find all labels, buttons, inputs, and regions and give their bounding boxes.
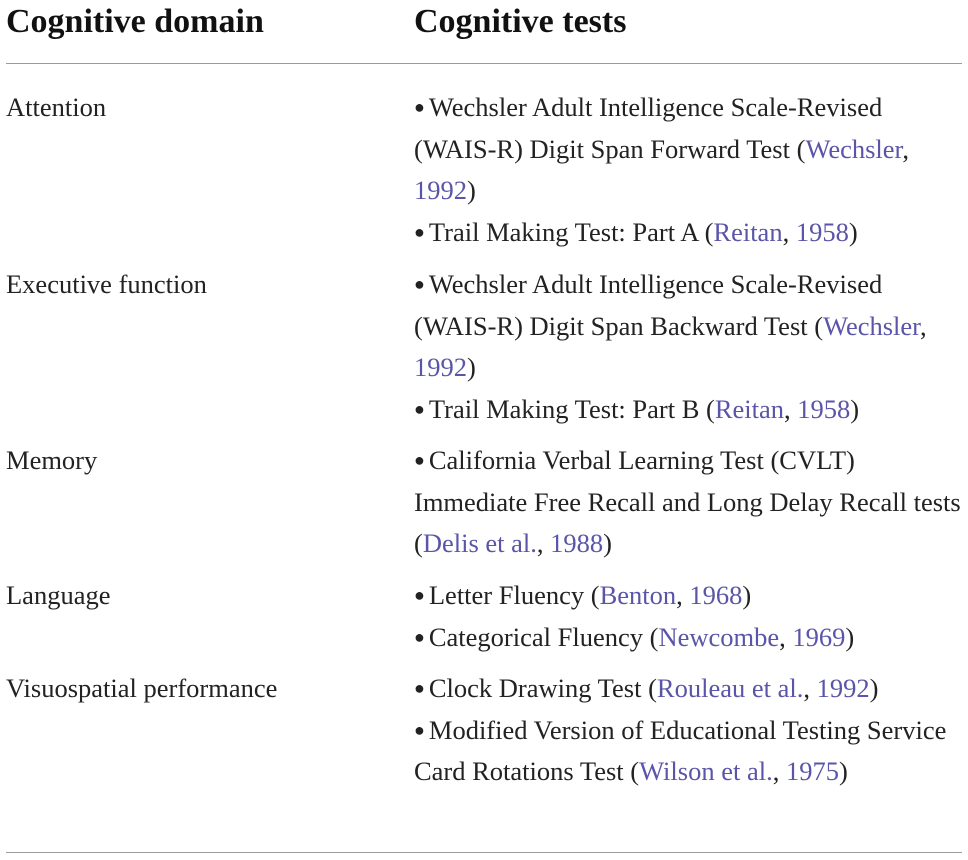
reference-separator: , — [676, 580, 690, 610]
test-text: Categorical Fluency ( — [428, 621, 659, 652]
test-item — [414, 668, 962, 710]
bullet-icon: ● — [414, 97, 425, 117]
test-item — [414, 212, 962, 254]
reference-author-link[interactable]: Wilson et al. — [639, 756, 773, 786]
reference-separator: , — [782, 216, 796, 247]
tests-cell — [414, 668, 962, 793]
test-text: Letter Fluency ( — [428, 580, 600, 610]
test-item — [414, 575, 962, 617]
reference-separator: , — [536, 528, 551, 558]
test-text-end: ) — [848, 216, 858, 247]
tests-cell — [414, 440, 962, 565]
test-text-end: ) — [850, 393, 860, 424]
domain-cell: Language — [6, 580, 111, 610]
reference-author-link[interactable]: Rouleau et al. — [656, 673, 804, 703]
reference-separator: , — [803, 673, 817, 703]
reference-author-link[interactable]: Benton — [599, 580, 677, 610]
reference-year-link[interactable]: 1975 — [785, 756, 839, 786]
reference-year-link[interactable]: 1968 — [689, 580, 743, 610]
reference-separator: , — [902, 133, 909, 164]
reference-separator: , — [779, 621, 793, 652]
reference-year-link[interactable]: 1992 — [414, 352, 467, 382]
bullet-icon: ● — [414, 221, 425, 242]
bullet-icon: ● — [414, 450, 425, 470]
reference-author-link[interactable]: Delis et al. — [422, 528, 537, 558]
test-text-end: ) — [845, 621, 855, 652]
reference-year-link[interactable]: 1958 — [795, 216, 849, 247]
test-text-end: ) — [838, 756, 848, 786]
tests-cell — [414, 87, 962, 253]
reference-author-link[interactable]: Newcombe — [658, 621, 780, 652]
test-item — [414, 87, 962, 212]
bottom-rule — [6, 852, 962, 853]
test-item — [414, 617, 962, 659]
reference-year-link[interactable]: 1988 — [550, 528, 604, 558]
test-item — [414, 710, 962, 793]
test-text: Trail Making Test: Part A ( — [428, 216, 714, 247]
test-text-end: ) — [742, 580, 752, 610]
table-header — [0, 0, 968, 64]
header-rule — [6, 63, 962, 64]
test-text: Clock Drawing Test ( — [428, 673, 657, 703]
test-text: Trail Making Test: Part B ( — [428, 393, 715, 424]
test-text: California Verbal Learning Test (CVLT) Immediate Free Recall and Long Delay Recall tests ( — [414, 445, 961, 558]
reference-author-link[interactable]: Reitan — [713, 216, 783, 247]
domain-cell: Visuospatial performance — [6, 673, 278, 703]
reference-author-link[interactable]: Wechsler — [823, 310, 920, 341]
bullet-icon: ● — [414, 274, 425, 294]
test-text: Wechsler Adult Intelligence Scale-Revised (WAIS-R) Digit Span Backward Test ( — [414, 269, 883, 341]
test-text-end: ) — [467, 175, 476, 205]
reference-year-link[interactable]: 1958 — [797, 393, 851, 424]
reference-author-link[interactable]: Wechsler — [805, 133, 903, 164]
test-text: Wechsler Adult Intelligence Scale-Revised (WAIS-R) Digit Span Forward Test ( — [414, 92, 883, 164]
column-header-domain: Cognitive domain — [6, 3, 264, 40]
reference-separator: , — [784, 393, 798, 424]
test-text-end: ) — [603, 528, 612, 558]
bullet-icon: ● — [414, 398, 425, 419]
reference-year-link[interactable]: 1992 — [816, 673, 870, 703]
domain-cell: Executive function — [6, 269, 207, 299]
reference-separator: , — [919, 310, 927, 341]
reference-year-link[interactable]: 1992 — [414, 175, 467, 205]
reference-separator: , — [772, 756, 786, 786]
bullet-icon: ● — [414, 626, 425, 647]
domain-cell: Memory — [6, 445, 98, 475]
tests-cell — [414, 575, 962, 658]
test-item — [414, 264, 962, 389]
bullet-icon: ● — [414, 719, 425, 740]
tests-cell — [414, 264, 962, 430]
reference-year-link[interactable]: 1969 — [792, 621, 846, 652]
bullet-icon: ● — [414, 585, 425, 605]
domain-cell: Attention — [6, 92, 107, 122]
test-item — [414, 389, 962, 431]
test-text: Modified Version of Educational Testing Service Card Rotations Test ( — [414, 714, 947, 786]
reference-author-link[interactable]: Reitan — [714, 393, 785, 424]
test-text-end: ) — [869, 673, 879, 703]
column-header-tests: Cognitive tests — [414, 3, 627, 40]
test-text-end: ) — [467, 352, 476, 382]
test-item — [414, 440, 962, 565]
bullet-icon: ● — [414, 678, 425, 698]
